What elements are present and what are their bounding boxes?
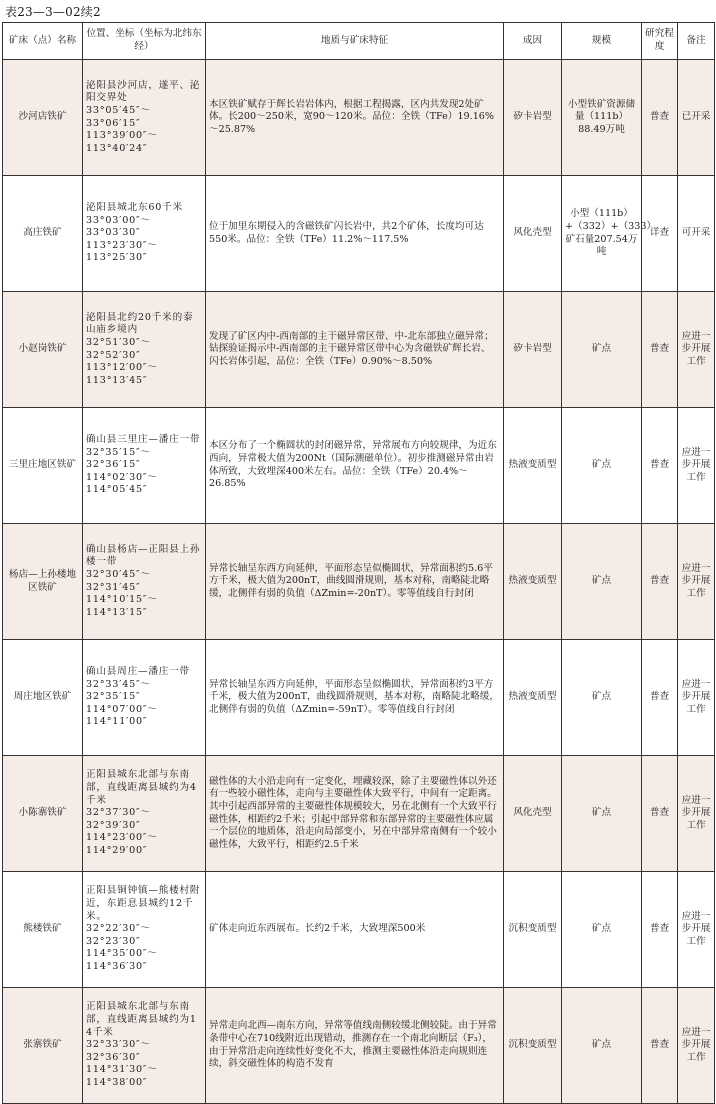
coordinate-line: 113°39′00″～ xyxy=(86,130,158,142)
genesis-cell: 矽卡岩型 xyxy=(504,60,562,176)
scale-cell: 矿点 xyxy=(562,640,642,756)
location-text: 确山县周庄—潘庄一带 xyxy=(86,666,190,678)
genesis-cell: 热液变质型 xyxy=(504,408,562,524)
location-cell xyxy=(83,872,206,988)
location-cell xyxy=(83,988,206,1104)
coordinate-line: 32°52′30″ xyxy=(86,349,141,361)
location-text: 确山县三里庄—潘庄一带 xyxy=(86,434,201,446)
table-row xyxy=(3,176,715,292)
scale-cell: 矿点 xyxy=(562,872,642,988)
coordinate-line: 114°23′00″～ xyxy=(86,832,158,844)
geology-cell: 磁性体的大小沿走向有一定变化，埋藏较深，除了主要磁性体以外还有一些较小磁性体，走向与主要磁性体大致平行，中间有一定距离。其中引起西部异常的主要磁性体规模较大，另在北侧有一个大致平行磁性体，相距约2千米；引起中部异常和东部异常的主要磁性体应属一个层位的地质体，沿走向局部变小，另在中部异常南侧有一个较小磁性体，大致平行，相距约2.5千米 xyxy=(206,756,504,872)
mineral-table xyxy=(2,22,715,1104)
table-row xyxy=(3,640,715,756)
deposit-name: 小陈寨铁矿 xyxy=(3,756,83,872)
header-scale: 规模 xyxy=(562,23,642,60)
coordinate-line: 114°11′00″ xyxy=(86,716,148,728)
location-text: 泌阳县城北东60千米 xyxy=(86,202,183,214)
location-cell xyxy=(83,408,206,524)
coordinate-line: 33°05′45″～ xyxy=(86,104,151,116)
coordinate-line: 32°51′30″～ xyxy=(86,336,151,348)
geology-cell: 异常走向北西—南东方向，异常等值线南侧较缓北侧较陡。由于异常条带中心在710线附近出现错动，推测存在一个南北向断层（F₃），由于异常沿走向连续性好变化不大，推测主要磁性体沿走向规则连续，斜交磁性体的构造不发育 xyxy=(206,988,504,1104)
research-cell: 详查 xyxy=(642,176,678,292)
table-row xyxy=(3,872,715,988)
remarks-cell: 应进一步开展工作 xyxy=(678,988,715,1104)
coordinate-line: 32°33′30″～ xyxy=(86,1039,151,1051)
coordinate-line: 32°33′45″～ xyxy=(86,678,151,690)
coordinate-line: 32°30′45″～ xyxy=(86,568,151,580)
header-remarks: 备注 xyxy=(678,23,715,60)
deposit-name: 张寨铁矿 xyxy=(3,988,83,1104)
location-cell xyxy=(83,176,206,292)
genesis-cell: 沉积变质型 xyxy=(504,988,562,1104)
table-row xyxy=(3,524,715,640)
location-text: 正阳县铜钟镇—熊楼村附近，东距息县城约12千米。 xyxy=(86,885,201,922)
deposit-name: 高庄铁矿 xyxy=(3,176,83,292)
deposit-name: 沙河店铁矿 xyxy=(3,60,83,176)
deposit-name: 杨店—上孙楼地区铁矿 xyxy=(3,524,83,640)
coordinate-line: 32°37′30″～ xyxy=(86,807,151,819)
header-research: 研究程度 xyxy=(642,23,678,60)
remarks-cell: 应进一步开展工作 xyxy=(678,756,715,872)
coordinate-line: 33°03′00″～ xyxy=(86,214,151,226)
research-cell: 普查 xyxy=(642,408,678,524)
table-row xyxy=(3,408,715,524)
deposit-name: 三里庄地区铁矿 xyxy=(3,408,83,524)
genesis-cell: 风化壳型 xyxy=(504,756,562,872)
location-cell xyxy=(83,640,206,756)
table-row xyxy=(3,60,715,176)
research-cell: 普查 xyxy=(642,756,678,872)
genesis-cell: 沉积变质型 xyxy=(504,872,562,988)
remarks-cell: 应进一步开展工作 xyxy=(678,524,715,640)
geology-cell: 本区铁矿赋存于辉长岩岩体内，根据工程揭露，区内共发现2处矿体。长200～250米，宽90～120米。品位：全铁（TFe）19.16%～25.87% xyxy=(206,60,504,176)
remarks-cell: 已开采 xyxy=(678,60,715,176)
coordinate-line: 113°25′30″ xyxy=(86,252,148,264)
location-cell xyxy=(83,60,206,176)
coordinate-line: 32°35′15″～ xyxy=(86,446,151,458)
coordinate-line: 114°13′15″ xyxy=(86,606,148,618)
research-cell: 普查 xyxy=(642,988,678,1104)
coordinate-line: 33°06′15″ xyxy=(86,117,141,129)
coordinate-line: 114°10′15″～ xyxy=(86,594,158,606)
coordinate-line: 32°39′30″ xyxy=(86,819,141,831)
header-row xyxy=(3,23,715,60)
scale-cell: 小型（111b）+（332）+（333）矿石量207.54万吨 xyxy=(562,176,642,292)
deposit-name: 熊楼铁矿 xyxy=(3,872,83,988)
coordinate-line: 32°36′15″ xyxy=(86,459,141,471)
coordinate-line: 114°31′30″～ xyxy=(86,1064,158,1076)
table-row xyxy=(3,988,715,1104)
location-cell xyxy=(83,292,206,408)
coordinate-line: 114°38′00″ xyxy=(86,1076,148,1088)
location-text: 泌阳县沙河店，遂平、泌阳交界处 xyxy=(86,79,201,104)
geology-cell: 矿体走向近东西展布。长约2千米，大致埋深500米 xyxy=(206,872,504,988)
geology-cell: 异常长轴呈东西方向延伸，平面形态呈似椭圆状，异常面积约5.6平方千米，极大值为200nT，曲线圆滑规则，基本对称，南略陡北略缓，北侧伴有弱的负值（ΔZmin=-20nT）。零等值线自行封闭 xyxy=(206,524,504,640)
geology-cell: 发现了矿区内中-西南部的主干磁异常区带、中-北东部独立磁异常；钻探验证揭示中-西南部的主干磁异常区带中心为含磁铁矿辉长岩、闪长岩体引起，品位：全铁（TFe）0.90%～8.50% xyxy=(206,292,504,408)
geology-cell: 位于加里东期侵入的含磁铁矿闪长岩中，共2个矿体，长度均可达550米。品位：全铁（TFe）11.2%～117.5% xyxy=(206,176,504,292)
research-cell: 普查 xyxy=(642,292,678,408)
remarks-cell: 应进一步开展工作 xyxy=(678,408,715,524)
coordinate-line: 113°23′30″～ xyxy=(86,239,158,251)
table-row xyxy=(3,292,715,408)
scale-cell: 矿点 xyxy=(562,756,642,872)
coordinate-line: 113°12′00″～ xyxy=(86,362,158,374)
coordinate-line: 113°40′24″ xyxy=(86,142,148,154)
location-text: 正阳县城东北部与东南部，直线距离县城约为4千米 xyxy=(86,769,197,806)
genesis-cell: 风化壳型 xyxy=(504,176,562,292)
deposit-name: 小赵岗铁矿 xyxy=(3,292,83,408)
header-name: 矿床（点）名称 xyxy=(3,23,83,60)
coordinate-line: 113°13′45″ xyxy=(86,374,148,386)
location-cell xyxy=(83,756,206,872)
coordinate-line: 114°36′30″ xyxy=(86,960,148,972)
scale-cell: 矿点 xyxy=(562,408,642,524)
location-text: 泌阳县北约20千米的泰山庙乡境内 xyxy=(86,311,194,336)
coordinate-line: 32°22′30″～ xyxy=(86,923,151,935)
coordinate-line: 32°35′15″ xyxy=(86,691,141,703)
genesis-cell: 热液变质型 xyxy=(504,524,562,640)
header-location: 位置、坐标（坐标为北纬东经） xyxy=(83,23,206,60)
research-cell: 普查 xyxy=(642,640,678,756)
scale-cell: 小型铁矿资源储量（111b）88.49万吨 xyxy=(562,60,642,176)
scale-cell: 矿点 xyxy=(562,988,642,1104)
coordinate-line: 33°03′30″ xyxy=(86,227,141,239)
remarks-cell: 应进一步开展工作 xyxy=(678,872,715,988)
coordinate-line: 32°23′30″ xyxy=(86,935,141,947)
scale-cell: 矿点 xyxy=(562,292,642,408)
coordinate-line: 32°31′45″ xyxy=(86,581,141,593)
geology-cell: 本区分布了一个椭圆状的封闭磁异常，异常展布方向较规律，为近东西向，异常极大值为200Nt（国际测磁单位）。初步推测磁异常由岩体所致，大致埋深400米左右。品位：全铁（TFe）20.4%～26.85% xyxy=(206,408,504,524)
remarks-cell: 可开采 xyxy=(678,176,715,292)
location-text: 正阳县城东北部与东南部，直线距离县城约为14千米 xyxy=(86,1001,197,1038)
geology-cell: 异常长轴呈东西方向延伸，平面形态呈似椭圆状，异常面积约3平方千米，极大值为200nT，曲线圆滑规则，基本对称，南略陡北略缓，北侧伴有弱的负值（ΔZmin=-59nT）。零等值线自行封闭 xyxy=(206,640,504,756)
location-text: 确山县杨店—正阳县上孙楼一带 xyxy=(86,543,201,568)
coordinate-line: 32°36′30″ xyxy=(86,1051,141,1063)
header-genesis: 成因 xyxy=(504,23,562,60)
deposit-name: 周庄地区铁矿 xyxy=(3,640,83,756)
remarks-cell: 应进一步开展工作 xyxy=(678,292,715,408)
table-row xyxy=(3,756,715,872)
header-geology: 地质与矿床特征 xyxy=(206,23,504,60)
scale-cell: 矿点 xyxy=(562,524,642,640)
research-cell: 普查 xyxy=(642,60,678,176)
genesis-cell: 矽卡岩型 xyxy=(504,292,562,408)
coordinate-line: 114°29′00″ xyxy=(86,844,148,856)
research-cell: 普查 xyxy=(642,872,678,988)
location-cell xyxy=(83,524,206,640)
coordinate-line: 114°35′00″～ xyxy=(86,948,158,960)
genesis-cell: 热液变质型 xyxy=(504,640,562,756)
coordinate-line: 114°05′45″ xyxy=(86,484,148,496)
coordinate-line: 114°07′00″～ xyxy=(86,703,158,715)
remarks-cell: 应进一步开展工作 xyxy=(678,640,715,756)
table-title: 表23—3—02续2 xyxy=(5,5,101,19)
research-cell: 普查 xyxy=(642,524,678,640)
coordinate-line: 114°02′30″～ xyxy=(86,471,158,483)
